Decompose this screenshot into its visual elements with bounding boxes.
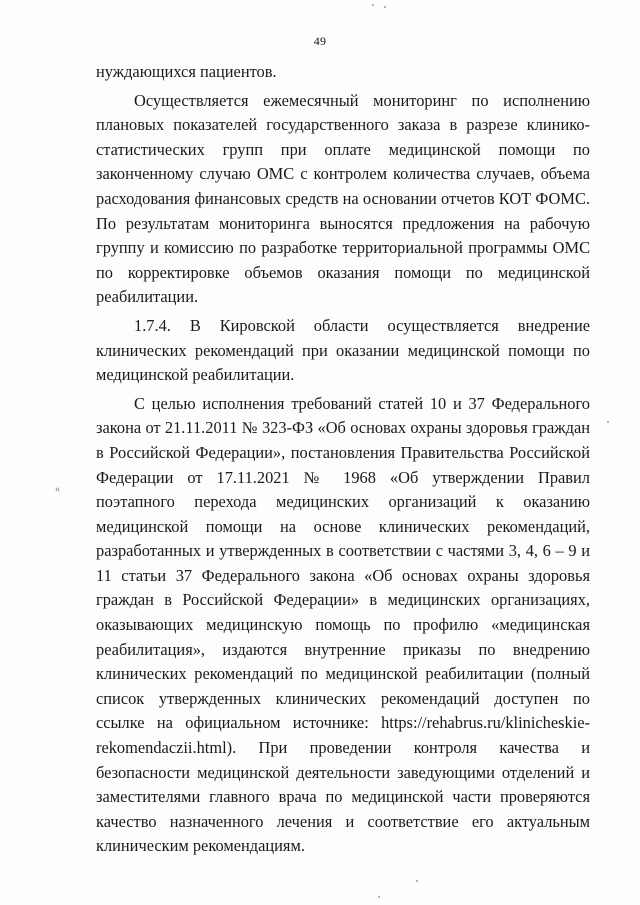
paragraph-section-1-7-4: 1.7.4. В Кировской области осуществляется внедрение клинических рекомендаций при оказании медицинской помощи по медицинской реабилитации. xyxy=(96,315,590,385)
paragraph-clinical-guidelines: С целью исполнения требований статей 10 и 37 Федерального закона от 21.11.2011 № 323-ФЗ «Об основах охраны здоровья граждан в Российской Федерации», постановления Правительства Российской Федерации от 17.11.2021 № 1968 «Об утверждении Правил поэтапного перехода медицинских организаций к оказанию медицинской помощи на основе клинических рекомендаций, разработанных и утвержденных в соответствии с частями 3, 4, 6 – 9 и 11 статьи 37 Федерального закона «Об основах охраны здоровья граждан в Российской Федерации» в медицинских организациях, оказывающих медицинскую помощь по профилю «медицинская реабилитация», издаются внутренние приказы по внедрению клинических рекомендаций по медицинской реабилитации (полный список утвержденных клинических рекомендаций доступен по ссылке на официальном источнике: https://rehabrus.ru/klinicheskie-rekomendaczii.html). При проведении контроля качества и безопасности медицинской деятельности заведующими отделений и заместителями главного врача по медицинской части проверяются качество назначенного лечения и соответствие его актуальным клиническим рекомендациям. xyxy=(96,393,590,856)
paragraph-monitoring: Осуществляется ежемесячный мониторинг по исполнению плановых показателей государственного заказа в разрезе клинико-статистических групп при оплате медицинской помощи по законченному случаю ОМС с контролем количества случаев, объема расходования финансовых средств на основании отчетов КОТ ФОМС. По результатам мониторинга выносятся предложения на рабочую группу и комиссию по разработке территориальной программы ОМС по корректировке объемов оказания помощи по медицинской реабилитации. xyxy=(96,90,590,307)
scan-artifact xyxy=(416,880,418,882)
paragraph-continuation: нуждающихся пациентов. xyxy=(96,62,277,81)
scan-artifact xyxy=(607,421,609,423)
page-number: 49 xyxy=(313,34,327,48)
body-text xyxy=(96,60,590,859)
scan-artifact xyxy=(378,896,380,898)
scan-artifact xyxy=(384,6,386,8)
scan-artifact xyxy=(372,4,374,6)
margin-mark: « xyxy=(55,484,60,495)
